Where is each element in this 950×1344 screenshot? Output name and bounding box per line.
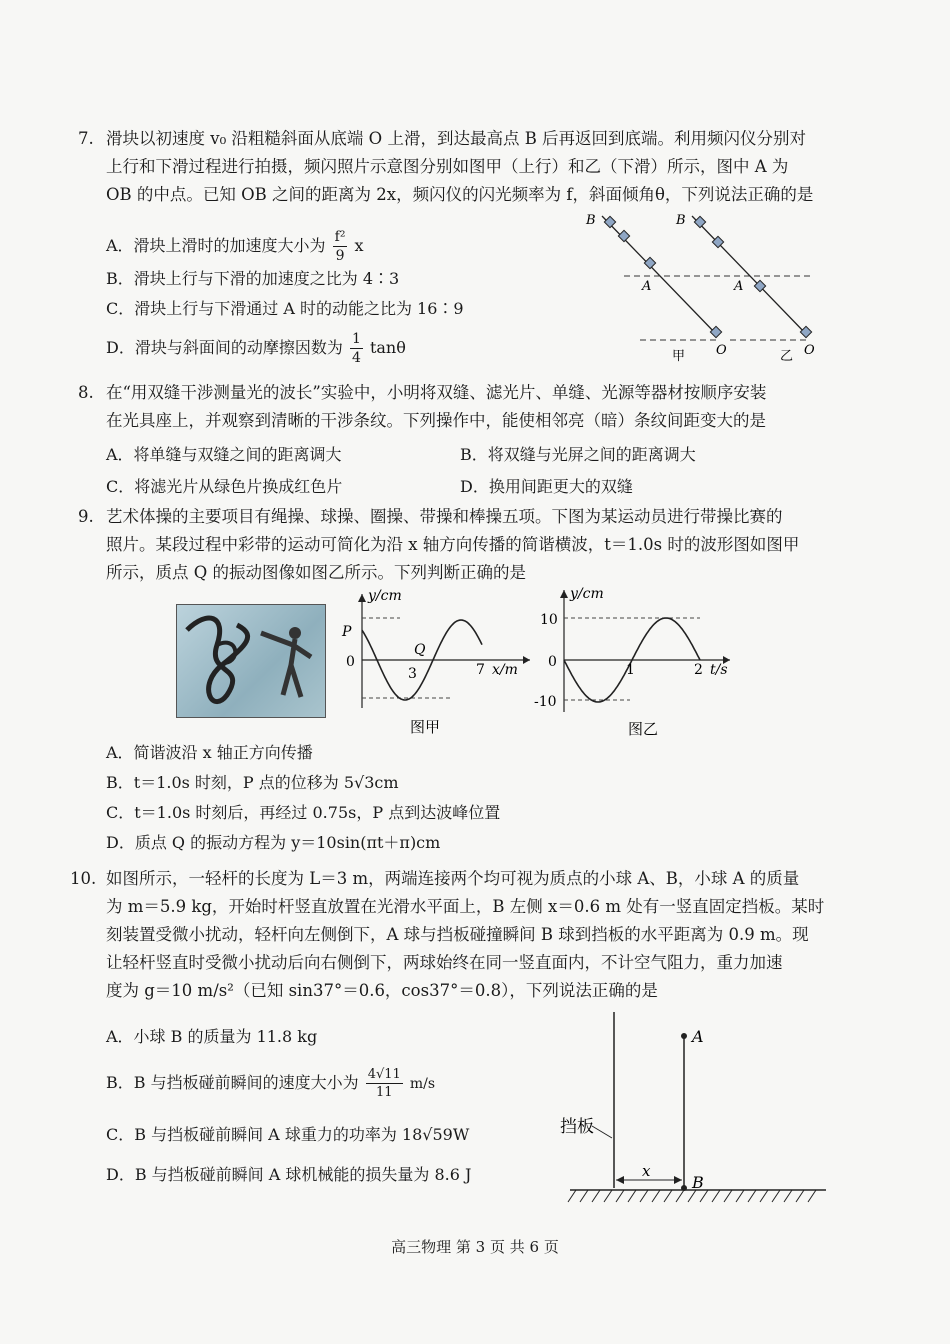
q9-wave-graph-jia [340,588,540,738]
q8-option-c: C．将滤光片从绿色片换成红色片 [106,477,343,496]
q7-strobe-figure [580,208,830,368]
rod-label-board: 挡板 [560,1117,594,1137]
q10-option-b-denominator: 11 [375,1085,393,1100]
jia-tick-7: 7 [476,662,485,678]
rod-label-x: x [642,1162,651,1180]
q7-option-d-numerator: 1 [351,331,361,347]
q7-line3: OB 的中点。已知 OB 之间的距离为 2x，频闪仪的闪光频率为 f，斜面倾角θ，下列说法正确的是 [106,185,814,204]
q10-line4: 让轻杆竖直时受微小扰动后向右侧倒下，两球始终在同一竖直面内，不计空气阻力，重力加速 [106,953,783,972]
yi-xlabel: t/s [710,662,728,678]
figure-yi [675,213,815,364]
yi-origin: 0 [548,654,557,670]
q9-line2: 照片。某段过程中彩带的运动可简化为沿 x 轴方向传播的简谐横波，t＝1.0s 时的波形图如图甲 [106,535,800,554]
q7-option-a-suffix: x [354,236,364,255]
q8-option-b: B．将双缝与光屏之间的距离调大 [460,445,696,464]
q7-option-d-denominator: 4 [351,350,361,366]
q8-line2: 在光具座上，并观察到清晰的干涉条纹。下列操作中，能使相邻亮（暗）条纹间距变大的是 [106,411,766,430]
q7-option-a-text: A．滑块上滑时的加速度大小为 [106,236,326,255]
rhythmic-gymnastics-photo [176,604,326,718]
q8-line1: 在“用双缝干涉测量光的波长”实验中，小明将双缝、滤光片、单缝、光源等器材按顺序安装 [106,383,767,402]
yi-tick-1: 1 [626,662,635,678]
q10-option-b-numerator: 4√11 [367,1067,401,1082]
fig-label-a1: A [642,279,652,294]
yi-tick-10: 10 [540,612,558,628]
q9-option-b: B．t＝1.0s 时刻，P 点的位移为 5√3cm [106,773,399,792]
fig-label-o2: O [804,343,815,358]
q10-line3: 刻装置受微小扰动，轻杆向左侧倒下，A 球与挡板碰撞瞬间 B 球到挡板的水平距离为 0.9 m。现 [106,925,809,944]
q8-option-a: A．将单缝与双缝之间的距离调大 [106,445,342,464]
jia-origin: 0 [346,654,355,670]
q10-number: 10. [70,869,97,888]
q7-option-a-numerator: f² [334,229,346,245]
q9-option-d: D．质点 Q 的振动方程为 y＝10sin(πt＋π)cm [106,833,441,852]
q7-option-d-suffix: tanθ [369,338,406,357]
q9-option-c: C．t＝1.0s 时刻后，再经过 0.75s，P 点到达波峰位置 [106,803,501,822]
yi-tick-neg10: -10 [534,694,557,710]
q9-line3: 所示，质点 Q 的振动图像如图乙所示。下列判断正确的是 [106,563,527,582]
fig-label-a2: A [734,279,744,294]
q7-line2: 上行和下滑过程进行拍摄，频闪照片示意图分别如图甲（上行）和乙（下滑）所示，图中 A 为 [106,157,789,176]
q10-option-a: A．小球 B 的质量为 11.8 kg [106,1027,318,1046]
gymnast-sketch [177,605,325,717]
fig-label-o1: O [716,343,727,358]
q10-option-b-text: B．B 与挡板碰前瞬间的速度大小为 [106,1073,359,1092]
q7-option-d [106,330,406,367]
jia-xlabel: x/m [492,662,518,678]
q9-option-a: A．简谐波沿 x 轴正方向传播 [106,743,313,762]
q9-vibration-graph-yi [530,582,740,738]
q10-option-b-fraction [366,1066,403,1101]
q7-option-b: B．滑块上行与下滑的加速度之比为 4∶3 [106,269,400,288]
rod-label-a: A [692,1027,704,1046]
q10-option-d: D．B 与挡板碰前瞬间 A 球机械能的损失量为 8.6 J [106,1165,472,1184]
fig-label-b1: B [586,213,596,228]
jia-label-p: P [342,624,352,640]
q10-option-c: C．B 与挡板碰前瞬间 A 球重力的功率为 18√59W [106,1125,470,1144]
jia-tick-3: 3 [408,666,417,682]
q10-line2: 为 m＝5.9 kg，开始时杆竖直放置在光滑水平面上，B 左侧 x＝0.6 m 处有一竖直固定挡板。某时 [106,897,825,916]
q10-option-b [106,1066,435,1101]
q7-option-a [106,228,364,265]
q10-option-b-unit: m/s [409,1076,436,1092]
q7-number: 7. [78,129,94,148]
yi-tick-2: 2 [694,662,703,678]
q10-line1: 如图所示，一轻杆的长度为 L＝3 m，两端连接两个均可视为质点的小球 A、B，小球 A 的质量 [106,869,800,888]
q10-line5: 度为 g＝10 m/s²（已知 sin37°＝0.6，cos37°＝0.8），下列说法正确的是 [106,981,658,1000]
yi-ylabel: y/cm [570,586,604,602]
q7-option-a-fraction [333,228,348,265]
q9-number: 9. [78,507,94,526]
fig-caption-jia: 甲 [672,349,686,364]
q7-option-a-denominator: 9 [335,248,345,264]
q7-line1: 滑块以初速度 v₀ 沿粗糙斜面从底端 O 上滑，到达最高点 B 后再返回到底端。利用频闪仪分别对 [106,129,807,148]
fig-caption-yi: 乙 [780,349,794,364]
yi-caption: 图乙 [628,720,659,738]
q8-number: 8. [78,383,94,402]
fig-label-b2: B [676,213,686,228]
q7-option-d-text: D．滑块与斜面间的动摩擦因数为 [106,338,343,357]
page-footer: 高三物理 第 3 页 共 6 页 [391,1238,559,1256]
q10-rod-figure [556,1008,832,1214]
figure-jia [585,213,810,364]
q8-option-d: D．换用间距更大的双缝 [460,477,633,496]
jia-caption: 图甲 [410,718,441,736]
q7-option-d-fraction [350,330,363,367]
jia-ylabel: y/cm [368,588,402,604]
jia-label-q: Q [414,642,426,658]
rod-label-b: B [692,1173,704,1192]
q7-option-c: C．滑块上行与下滑通过 A 时的动能之比为 16∶9 [106,299,464,318]
q9-line1: 艺术体操的主要项目有绳操、球操、圈操、带操和棒操五项。下图为某运动员进行带操比赛的 [106,507,783,526]
